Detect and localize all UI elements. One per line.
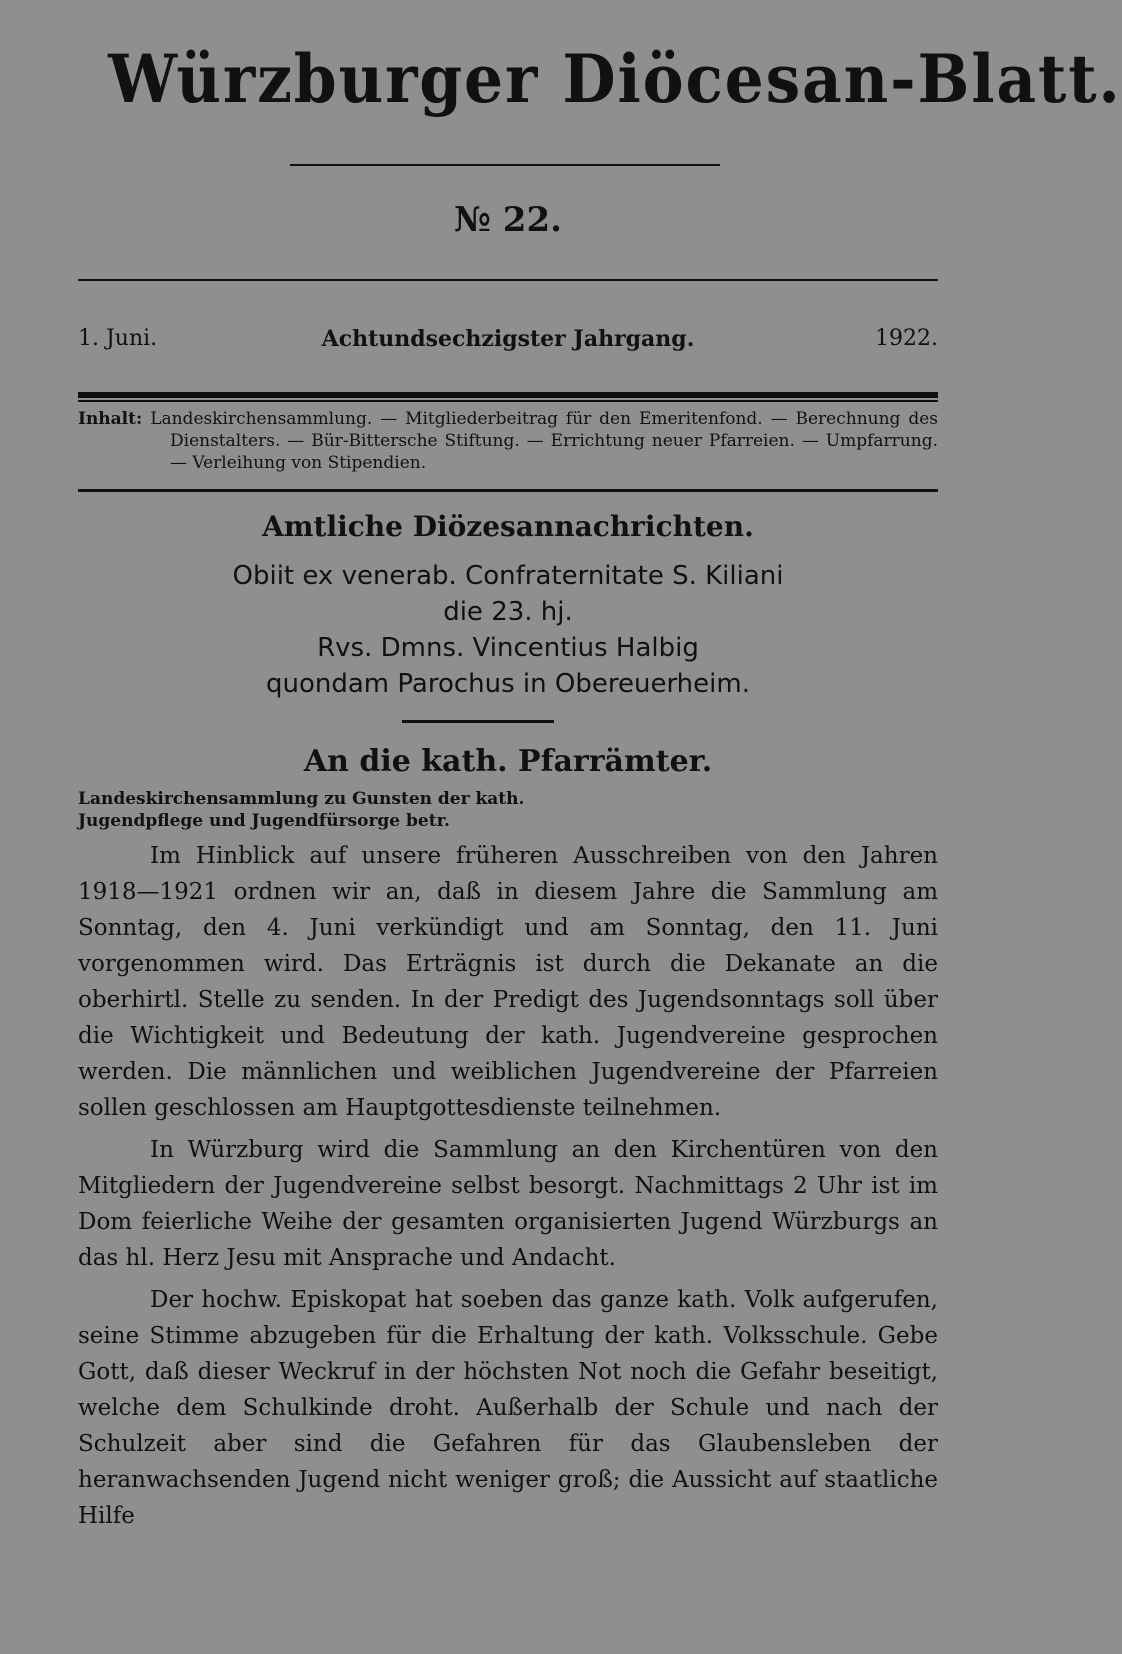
contents-body [78,408,938,474]
rule-below-contents [78,489,938,492]
issue-date: 1. Juni. [78,326,158,351]
section-title-diocesan-news: Amtliche Diözesannachrichten. [262,510,754,543]
body-paragraph: In Würzburg wird die Sammlung an den Kirchentüren von den Mitgliedern der Jugendvereine selbst besorgt. Nachmittags 2 Uhr ist im Dom feierliche Weihe der gesamten organisierten Jugend Würzburgs an das hl. Herz Jesu mit Ansprache und Andacht. [78,1137,938,1271]
thick-rule-above-contents [78,392,938,398]
rule-under-masthead [290,164,720,166]
subject-line: Landeskirchensammlung zu Gunsten der kath. [78,789,525,809]
volume-label: Achtundsechzigster Jahrgang. [321,326,695,352]
issue-number: № 22. [454,200,562,240]
obituary-line: quondam Parochus in Obereuerheim. [266,669,750,699]
rule-below-obituary [402,720,554,723]
obituary-line: Obiit ex venerab. Confraternitate S. Kiliani [232,561,784,591]
notice-subject [78,788,938,832]
masthead-title: Würzburger Diöcesan-Blatt. [108,40,1122,118]
contents-label: Inhalt: [78,409,143,429]
contents-text: Landeskirchensammlung. — Mitgliederbeitrag für den Emeritenfond. — Berechnung des Dienstalters. — Bür-Bittersche Stiftung. — Errichtung neuer Pfarreien. — Umpfarrung. — Verleihung von Stipendien. [150,409,939,473]
body-paragraph: Der hochw. Episkopat hat soeben das ganze kath. Volk aufgerufen, seine Stimme abzugeben für die Erhaltung der kath. Volksschule. Gebe Gott, daß dieser Weckruf in der höchsten Not noch die Gefahr beseitigt, welche dem Schulkinde droht. Außerhalb der Schule und nach der Schulzeit aber sind die Gefahren für das Glaubensleben der heranwachsenden Jugend nicht weniger groß; die Aussicht auf staatliche Hilfe [78,1287,938,1529]
obituary-line: Rvs. Dmns. Vincentius Halbig [317,633,699,663]
document-page [78,0,1122,1654]
issue-year: 1922. [875,326,938,351]
obituary-notice [78,558,938,702]
subject-line: Jugendpflege und Jugendfürsorge betr. [78,811,450,831]
obituary-line: die 23. hj. [443,597,573,627]
section-title-parish-offices: An die kath. Pfarrämter. [303,744,713,779]
thin-rule-above-contents [78,400,938,402]
rule-above-dateline [78,279,938,281]
notice-body [78,838,938,1540]
body-paragraph: Im Hinblick auf unsere früheren Ausschreiben von den Jahren 1918—1921 ordnen wir an, daß in diesem Jahre die Sammlung am Sonntag, den 4. Juni verkündigt und am Sonntag, den 11. Juni vorgenommen wird. Das Erträgnis ist durch die Dekanate an die oberhirtl. Stelle zu senden. In der Predigt des Jugendsonntags soll über die Wichtigkeit und Bedeutung der kath. Jugendvereine gesprochen werden. Die männlichen und weiblichen Jugendvereine der Pfarreien sollen geschlossen am Hauptgottesdienste teilnehmen. [78,843,938,1121]
